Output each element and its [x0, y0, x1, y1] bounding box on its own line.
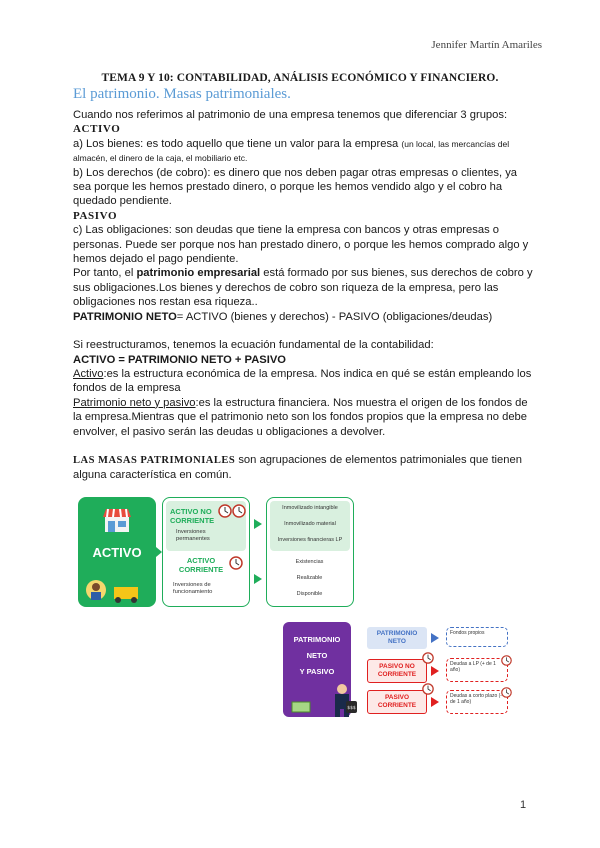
clock-icon: [501, 687, 512, 698]
ac-subtitle: Inversiones de funcionamiento: [173, 582, 213, 595]
arrow-icon: [254, 519, 262, 529]
pnp-term: Patrimonio neto y pasivo: [73, 396, 196, 409]
fundamental-equation: ACTIVO = PATRIMONIO NETO + PASIVO: [73, 353, 287, 366]
arrow-icon: [431, 666, 439, 676]
people-icon: [86, 577, 146, 603]
por-tanto-paragraph: [73, 266, 533, 309]
patrimonio-empresarial: patrimonio empresarial: [136, 267, 261, 280]
activo-def-text: :es la estructura económica de la empresa. Nos indica en qué se están empleando los fondos de la empresa: [73, 367, 532, 395]
pasivo-diagram: [283, 622, 518, 717]
anc-subtitle: Inversiones permanentes: [176, 529, 210, 542]
derechos-paragraph: b) Los derechos (de cobro): es dinero que nos deben pagar otras empresas o clientes, ya sea porque les hemos prestado dinero, o porque les hemos vendido algo y el cobro ha quedado pendiente.: [73, 166, 518, 208]
clock-icon: [232, 504, 246, 518]
reestructuramos-paragraph: Si reestructuramos, tenemos la ecuación fundamental de la contabilidad:: [73, 339, 434, 352]
activo-types-box: [162, 497, 250, 607]
clock-icon: [218, 504, 232, 518]
businessman-icon: [331, 683, 357, 717]
page-number: 1: [520, 799, 527, 811]
document-title: TEMA 9 Y 10: CONTABILIDAD, ANÁLISIS ECONÓMICO Y FINANCIERO.: [101, 72, 499, 84]
pn-item: Fondos propios: [446, 627, 508, 647]
pnp-main-line: NETO: [306, 651, 328, 660]
pc-box: PASIVO CORRIENTE: [367, 690, 427, 714]
arrow-icon: [431, 633, 439, 643]
activo-main-box: [78, 497, 156, 607]
ac-item: Existencias: [295, 559, 324, 565]
clock-icon: [229, 556, 243, 570]
intro-paragraph: Cuando nos referimos al patrimonio de una empresa tenemos que diferenciar 3 grupos:: [73, 109, 508, 121]
body-text: [73, 108, 533, 483]
pnc-item: Deudas a LP (+ de 1 año): [446, 658, 508, 682]
ac-title: ACTIVO CORRIENTE: [178, 556, 224, 574]
bienes-examples: (un local, las mercancías del almacén, el dinero de la caja, el mobiliario etc.: [73, 138, 510, 164]
pasivo-heading: PASIVO: [73, 209, 118, 222]
por-tanto-1: Por tanto, el: [73, 267, 137, 280]
por-tanto-2: está formado por sus bienes, sus derechos de cobro y sus obligaciones.Los bienes y derechos de cobro son riqueza de la empresa, pero las obligaciones nos restan esa riqueza..: [73, 267, 533, 309]
pn-label: PATRIMONIO NETO: [73, 310, 177, 323]
pc-item: Deudas a corto plazo (- de 1 año): [446, 690, 508, 714]
store-icon: [102, 507, 132, 533]
masas-term: LAS MASAS PATRIMONIALES: [73, 454, 236, 466]
activo-term: Activo: [73, 367, 104, 380]
clock-icon: [422, 652, 434, 664]
pn-rest: = ACTIVO (bienes y derechos) - PASIVO (obligaciones/deudas): [176, 310, 493, 323]
arrow-icon: [254, 574, 262, 584]
pnc-box: PASIVO NO CORRIENTE: [367, 659, 427, 683]
ac-item: Realizable: [296, 575, 323, 581]
pnp-main-line: PATRIMONIO: [293, 635, 341, 644]
money-icon: [291, 700, 311, 714]
masas-paragraph: [73, 453, 533, 483]
activo-main-label: ACTIVO: [92, 545, 142, 560]
anc-title: ACTIVO NO CORRIENTE: [170, 507, 215, 525]
obligaciones-paragraph: c) Las obligaciones: son deudas que tiene la empresa con bancos y otras empresas o personas. Puede ser porque nos han prestado dinero, o porque les hemos comprado algo y hemos dejado el pago pendiente.: [73, 224, 529, 266]
activo-definition: [73, 367, 533, 396]
section-subtitle: El patrimonio. Masas patrimoniales.: [73, 86, 291, 102]
ac-item: Disponible: [296, 591, 323, 597]
arrow-icon: [431, 697, 439, 707]
anc-item: Inversiones financieras LP: [277, 537, 343, 543]
clock-icon: [422, 683, 434, 695]
activo-diagram: [78, 497, 354, 607]
clock-icon: [501, 655, 512, 666]
anc-item: Inmovilizado material: [284, 521, 336, 527]
pnp-definition: [73, 396, 533, 439]
activo-elements-box: [266, 497, 354, 607]
pn-box: PATRIMONIO NETO: [367, 627, 427, 649]
anc-item: Inmovilizado intangible: [282, 505, 338, 511]
masas-text: son agrupaciones de elementos patrimoniales que tienen alguna característica en común.: [73, 453, 522, 482]
author-header: Jennifer Martín Amariles: [431, 39, 542, 51]
pnp-main-line: Y PASIVO: [299, 667, 335, 676]
money-bag-label: $$$: [347, 706, 356, 711]
bienes-text: a) Los bienes: es todo aquello que tiene un valor para la empresa: [73, 137, 402, 150]
pnp-def-text: :es la estructura financiera. Nos muestra el origen de los fondos de la empresa.Mientras que el patrimonio neto son los fondos propios que la empresa no debe envolver, el pasivo serán las deudas u obligaciones a devolver.: [73, 396, 528, 438]
bienes-paragraph: [73, 137, 533, 166]
patrimonio-neto-formula: [73, 310, 533, 324]
activo-heading: ACTIVO: [73, 123, 121, 136]
